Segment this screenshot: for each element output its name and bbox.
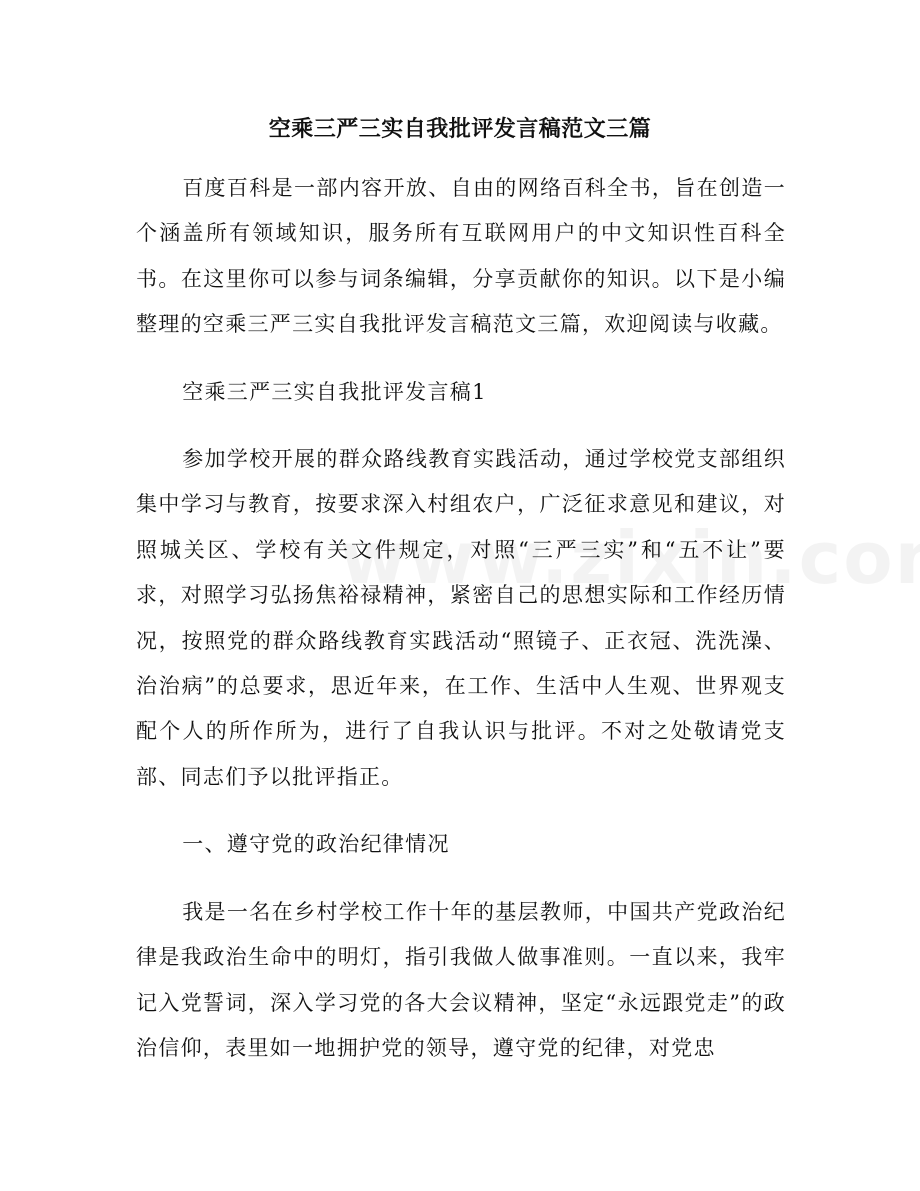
document-title: 空乘三严三实自我批评发言稿范文三篇 [268,117,652,142]
subsection-heading-1: 一、遵守党的政治纪律情况 [182,832,450,857]
intro-paragraph: 百度百科是一部内容开放、自由的网络百科全书，旨在创造一个涵盖所有领域知识，服务所有互联网用户的中文知识性百科全书。在这里你可以参与词条编辑，分享贡献你的知识。以下是小编整理的空乘三严三实自我批评发言稿范文三篇，欢迎阅读与收藏。 [136,176,786,337]
section-heading-1: 空乘三严三实自我批评发言稿1 [182,379,487,404]
body-paragraph-1: 参加学校开展的群众路线教育实践活动，通过学校党支部组织集中学习与教育，按要求深入村组农户，广泛征求意见和建议，对照城关区、学校有关文件规定，对照“三严三实”和“五不让”要求，对照学习弘扬焦裕禄精神，紧密自己的思想实际和工作经历情况，按照党的群众路线教育实践活动“照镜子、正衣冠、洗洗澡、治治病”的总要求，思近年来，在工作、生活中人生观、世界观支配个人的所作所为，进行了自我认识与批评。不对之处敬请党支部、同志们予以批评指正。 [136,447,786,789]
document-body [136,166,786,1071]
body-paragraph-2: 我是一名在乡村学校工作十年的基层教师，中国共产党政治纪律是我政治生命中的明灯，指引我做人做事准则。一直以来，我牢记入党誓词，深入学习党的各大会议精神，坚定“永远跟党走”的政治信仰，表里如一地拥护党的领导，遵守党的纪律，对党忠 [136,899,786,1060]
